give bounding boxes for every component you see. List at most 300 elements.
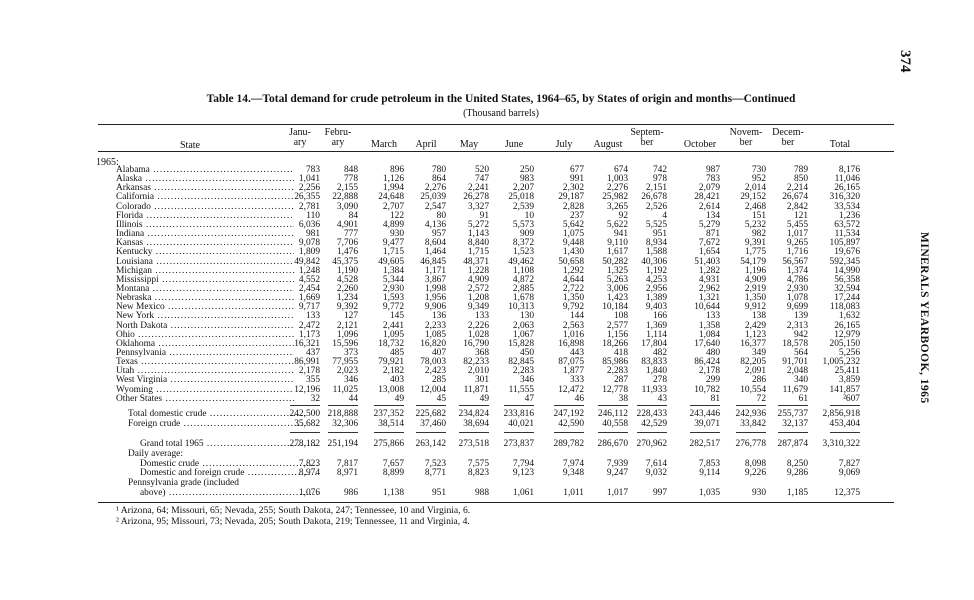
row-label: Alabama ..... (116, 165, 294, 175)
table-cell: 56,358 (834, 275, 860, 285)
table-cell: 25,982 (602, 192, 628, 202)
table-cell: 286 (751, 375, 766, 385)
table-cell: 29,187 (558, 192, 584, 202)
table-cell: 5,344 (382, 275, 404, 285)
table-cell: 1,016 (562, 330, 584, 340)
table-cell: 4,644 (562, 275, 584, 285)
table-cell: 5,256 (838, 348, 860, 358)
sum-rule (598, 405, 628, 406)
table-cell: 674 (613, 165, 628, 175)
row-label: Other States ..... (116, 394, 294, 404)
table-cell: 25,039 (420, 192, 446, 202)
table-cell: 8,934 (645, 238, 667, 248)
table-cell: 485 (389, 348, 404, 358)
table-cell: 340 (793, 375, 808, 385)
section-label-1965: 1965: (96, 157, 119, 168)
table-cell: 677 (569, 165, 584, 175)
table-cell: 8,604 (424, 238, 446, 248)
table-cell: 1,017 (786, 229, 808, 239)
table-cell: 9,792 (562, 302, 584, 312)
table-cell: 26,678 (641, 192, 667, 202)
table-cell: 5,622 (606, 220, 628, 230)
table-cell: 8,974 (298, 468, 320, 478)
table-cell: 1,192 (645, 266, 667, 276)
column-header-line: ber (781, 137, 795, 148)
table-cell: 4,136 (424, 220, 446, 230)
table-row (0, 375, 900, 385)
table-cell: 46,845 (420, 257, 446, 267)
table-cell: 12,375 (834, 488, 860, 498)
table-cell: 18,732 (378, 339, 404, 349)
table-cell: 2,010 (467, 366, 489, 376)
row-label: Michigan ..... (116, 266, 294, 276)
table-cell: 783 (305, 165, 320, 175)
table-cell: 33,842 (740, 419, 766, 429)
row-label: Mississippi ..... (116, 275, 294, 285)
table-cell: 7,823 (298, 459, 320, 469)
table-cell: 26,165 (834, 183, 860, 193)
table-cell: 5,272 (467, 220, 489, 230)
table-cell: 5,573 (512, 220, 534, 230)
row-label: Indiana ..... (116, 229, 294, 239)
table-cell: 8,250 (786, 459, 808, 469)
table-cell: 986 (343, 488, 358, 498)
row-label: Grand total 1965 ..... (140, 439, 318, 449)
table-cell: 482 (652, 348, 667, 358)
table-cell: 275,866 (373, 439, 404, 449)
table-cell: 9,114 (699, 468, 720, 478)
sum-rule (504, 432, 534, 433)
table-cell: 13,008 (378, 385, 404, 395)
table-cell: 2,151 (645, 183, 667, 193)
table-cell: 92 (618, 211, 628, 221)
table-cell: 2,526 (645, 202, 667, 212)
table-cell: 1,282 (698, 266, 720, 276)
column-header (676, 140, 724, 150)
column-header (490, 140, 538, 150)
table-cell: 1,358 (698, 321, 720, 331)
table-cell: 49,462 (508, 257, 534, 267)
table-cell: 7,827 (838, 459, 860, 469)
table-cell: 84 (348, 211, 358, 221)
table-cell: 243,446 (689, 409, 720, 419)
table-cell: 26,165 (834, 321, 860, 331)
table-cell: 9,069 (838, 468, 860, 478)
table-cell: 2,063 (512, 321, 534, 331)
table-cell: 133 (705, 311, 720, 321)
table-cell: 33,534 (834, 202, 860, 212)
table-cell: 747 (474, 174, 489, 184)
table-cell: 333 (569, 375, 584, 385)
table-cell: 909 (519, 229, 534, 239)
table-cell: 251,194 (327, 439, 358, 449)
table-cell: 11,871 (463, 385, 489, 395)
table-cell: 86,424 (694, 357, 720, 367)
column-header-line: Total (829, 139, 851, 150)
table-cell: 9,110 (607, 238, 628, 248)
table-cell: 299 (705, 375, 720, 385)
table-cell: 2,842 (786, 202, 808, 212)
table-cell: 789 (793, 165, 808, 175)
footnote-2: ² Arizona, 95; Missouri, 73; Nevada, 205; South Dakota, 219; Tennessee, 11 and Virginia, 4. (116, 516, 470, 527)
table-cell: 12,196 (294, 385, 320, 395)
table-cell: 7,523 (424, 459, 446, 469)
table-cell: 3,090 (336, 202, 358, 212)
table-cell: 951 (652, 229, 667, 239)
table-cell: 86,991 (294, 357, 320, 367)
table-cell: 2,828 (562, 202, 584, 212)
column-header-line: ber (739, 137, 753, 148)
table-cell: 40,558 (602, 419, 628, 429)
table-cell: 17,640 (694, 339, 720, 349)
table-cell: 4 (662, 211, 667, 221)
table-cell: 47 (524, 394, 534, 404)
sum-rule (504, 405, 534, 406)
table-cell: 82,845 (508, 357, 534, 367)
table-cell: 2,539 (512, 202, 534, 212)
table-cell: 2,048 (786, 366, 808, 376)
table-cell: 978 (652, 174, 667, 184)
table-cell: 1,715 (382, 247, 404, 257)
table-cell: 138 (751, 311, 766, 321)
table-cell: 780 (431, 165, 446, 175)
table-cell: 12,004 (420, 385, 446, 395)
table-cell: 1,523 (512, 247, 534, 257)
table-cell: 1,384 (382, 266, 404, 276)
table-cell: 77,955 (332, 357, 358, 367)
table-cell: 1,076 (298, 488, 320, 498)
table-cell: 56,567 (782, 257, 808, 267)
table-cell: 237 (569, 211, 584, 221)
table-cell: 2,930 (382, 284, 404, 294)
column-header-line: April (415, 139, 437, 150)
table-row (0, 394, 900, 404)
table-cell: 9,448 (562, 238, 584, 248)
table-cell: 2,079 (698, 183, 720, 193)
table-cell: 5,525 (645, 220, 667, 230)
table-cell: 1,715 (467, 247, 489, 257)
table-cell: 263,142 (415, 439, 446, 449)
table-cell: 166 (652, 311, 667, 321)
table-cell: 2,178 (298, 366, 320, 376)
table-cell: 1,476 (336, 247, 358, 257)
table-cell: 4,909 (744, 275, 766, 285)
table-cell: 273,837 (503, 439, 534, 449)
row-label: Foreign crude ..... (128, 419, 306, 429)
table-cell: 373 (343, 348, 358, 358)
table-cell: 24,648 (378, 192, 404, 202)
table-cell: 1,678 (512, 293, 534, 303)
table-cell: 5,263 (606, 275, 628, 285)
table-cell: 9,349 (467, 302, 489, 312)
column-header-line: May (459, 139, 479, 150)
column-header-line: ber (640, 137, 654, 148)
table-cell: 1,017 (606, 488, 628, 498)
sum-rule (598, 432, 628, 433)
table-cell: ²607 (843, 394, 860, 404)
table-cell: 778 (343, 174, 358, 184)
table-cell: 9,032 (645, 468, 667, 478)
column-header-line: March (370, 139, 398, 150)
table-cell: 255,737 (777, 409, 808, 419)
table-cell: 2,454 (298, 284, 320, 294)
table-cell: 2,276 (424, 183, 446, 193)
table-cell: 5,232 (744, 220, 766, 230)
table-cell: 2,256 (298, 183, 320, 193)
table-cell: 301 (474, 375, 489, 385)
table-bottom-rule (98, 502, 894, 503)
table-cell: 777 (343, 229, 358, 239)
row-label: West Virginia ..... (116, 375, 294, 385)
table-cell: 127 (343, 311, 358, 321)
table-cell: 2,441 (382, 321, 404, 331)
column-header-line: Septem- (630, 127, 664, 138)
table-cell: 1,078 (786, 293, 808, 303)
table-cell: 1,369 (645, 321, 667, 331)
column-header-line: October (683, 139, 717, 150)
table-cell: 11,534 (834, 229, 860, 239)
table-cell: 17,244 (834, 293, 860, 303)
table-cell: 50,658 (558, 257, 584, 267)
table-cell: 403 (389, 375, 404, 385)
table-cell: 9,348 (562, 468, 584, 478)
table-cell: 564 (793, 348, 808, 358)
table-cell: 29,152 (740, 192, 766, 202)
table-cell: 2,930 (786, 284, 808, 294)
sum-rule (328, 405, 358, 406)
table-cell: 82,205 (740, 357, 766, 367)
table-cell: 205,150 (829, 339, 860, 349)
pennsylvania-grade-row (0, 488, 900, 498)
table-cell: 2,563 (562, 321, 584, 331)
table-cell: 17,804 (641, 339, 667, 349)
table-cell: 7,794 (512, 459, 534, 469)
table-cell: 286,670 (597, 439, 628, 449)
table-cell: 3,310,322 (822, 439, 860, 449)
table-cell: 1,994 (382, 183, 404, 193)
table-cell: 1,228 (467, 266, 489, 276)
table-cell: 1,173 (298, 330, 320, 340)
table-cell: 346 (519, 375, 534, 385)
row-label: Colorado ..... (116, 202, 294, 212)
table-cell: 983 (519, 174, 534, 184)
table-cell: 83,833 (641, 357, 667, 367)
table-cell: 8,176 (838, 165, 860, 175)
table-cell: 78,003 (420, 357, 446, 367)
table-cell: 285 (431, 375, 446, 385)
table-cell: 407 (431, 348, 446, 358)
table-cell: 9,477 (382, 238, 404, 248)
table-cell: 981 (305, 229, 320, 239)
table-cell: 2,614 (698, 202, 720, 212)
table-cell: 1,041 (298, 174, 320, 184)
sum-rule (690, 432, 720, 433)
table-cell: 1,809 (298, 247, 320, 257)
table-cell: 9,392 (336, 302, 358, 312)
table-cell: 72 (756, 394, 766, 404)
table-cell: 4,872 (512, 275, 534, 285)
row-label: Florida ..... (116, 211, 294, 221)
table-cell: 1,096 (336, 330, 358, 340)
table-cell: 1,234 (336, 293, 358, 303)
row-label: New York ..... (116, 311, 294, 321)
table-cell: 7,817 (336, 459, 358, 469)
column-header-line: ary (293, 137, 307, 148)
table-cell: 850 (793, 174, 808, 184)
table-cell: 864 (431, 174, 446, 184)
table-cell: 273,518 (458, 439, 489, 449)
table-cell: 7,706 (336, 238, 358, 248)
table-cell: 2,241 (467, 183, 489, 193)
table-cell: 2,468 (744, 202, 766, 212)
table-cell: 11,025 (332, 385, 358, 395)
table-cell: 1,123 (744, 330, 766, 340)
table-cell: 941 (613, 229, 628, 239)
table-cell: 4,901 (336, 220, 358, 230)
table-cell: 42,529 (641, 419, 667, 429)
table-cell: 141,857 (829, 385, 860, 395)
table-cell: 5,279 (698, 220, 720, 230)
table-cell: 4,253 (645, 275, 667, 285)
table-cell: 1,654 (698, 247, 720, 257)
table-cell: 1,084 (698, 330, 720, 340)
table-cell: 22,888 (332, 192, 358, 202)
table-cell: 32,594 (834, 284, 860, 294)
table-cell: 730 (751, 165, 766, 175)
table-cell: 91,701 (782, 357, 808, 367)
table-cell: 287 (613, 375, 628, 385)
table-cell: 9,123 (512, 468, 534, 478)
table-cell: 2,313 (786, 321, 808, 331)
row-label: Domestic and foreign crude ..... (140, 468, 318, 478)
table-cell: 4,931 (698, 275, 720, 285)
daily-average-heading (0, 449, 900, 459)
table-cell: 453,404 (829, 419, 860, 429)
table-cell: 19,676 (834, 247, 860, 257)
table-cell: 9,247 (606, 468, 628, 478)
table-cell: 11,555 (508, 385, 534, 395)
table-cell: 592,345 (829, 257, 860, 267)
footnote-1: ¹ Arizona, 64; Missouri, 65; Nevada, 255; South Dakota, 247; Tennessee, 10 and Virginia, 6. (116, 505, 471, 516)
table-cell: 10,554 (740, 385, 766, 395)
table-cell: 1,003 (606, 174, 628, 184)
table-cell: 225,682 (415, 409, 446, 419)
table-cell: 46 (574, 394, 584, 404)
table-cell: 7,614 (645, 459, 667, 469)
table-cell: 450 (519, 348, 534, 358)
table-cell: 4,552 (298, 275, 320, 285)
table-cell: 85,986 (602, 357, 628, 367)
table-cell: 35,682 (294, 419, 320, 429)
table-cell: 122 (389, 211, 404, 221)
table-cell: 2,572 (467, 284, 489, 294)
column-header (360, 140, 408, 150)
row-label: Nebraska ..... (116, 293, 294, 303)
table-cell: 25,018 (508, 192, 534, 202)
row-label: Louisiana ..... (116, 257, 294, 267)
table-cell: 1,325 (606, 266, 628, 276)
table-cell: 9,226 (744, 468, 766, 478)
table-cell: 16,321 (294, 339, 320, 349)
column-header (540, 140, 588, 150)
column-header (402, 140, 450, 150)
table-cell: 2,856,918 (822, 409, 860, 419)
table-cell: 2,885 (512, 284, 534, 294)
table-cell: 45 (436, 394, 446, 404)
table-cell: 4,528 (336, 275, 358, 285)
table-cell: 49,605 (378, 257, 404, 267)
table-cell: 1,430 (562, 247, 584, 257)
table-cell: 11,679 (782, 385, 808, 395)
table-cell: 951 (431, 488, 446, 498)
row-label: above) ..... (140, 488, 318, 498)
table-cell: 61 (798, 394, 808, 404)
table-cell: 1,840 (645, 366, 667, 376)
table-cell: 2,956 (645, 284, 667, 294)
table-cell: 10,782 (694, 385, 720, 395)
table-cell: 1,350 (562, 293, 584, 303)
table-cell: 12,472 (558, 385, 584, 395)
table-cell: 289,782 (553, 439, 584, 449)
sum-rule (637, 432, 667, 433)
table-cell: 45,375 (332, 257, 358, 267)
row-label: California ..... (116, 192, 294, 202)
table-cell: 8,899 (382, 468, 404, 478)
grand-total-row (0, 439, 900, 449)
table-cell: 10,184 (602, 302, 628, 312)
row-label: Kentucky ..... (116, 247, 294, 257)
table-cell: 418 (613, 348, 628, 358)
table-cell: 12,778 (602, 385, 628, 395)
column-header-line: Febru- (324, 127, 352, 138)
table-cell: 2,276 (606, 183, 628, 193)
table-cell: 4,899 (382, 220, 404, 230)
table-cell: 49 (479, 394, 489, 404)
table-cell: 38 (618, 394, 628, 404)
sum-rule (830, 432, 860, 433)
table-cell: 1,593 (382, 293, 404, 303)
row-label: Texas ..... (116, 357, 294, 367)
row-label: Pennsylvania ..... (116, 348, 294, 358)
table-cell: 49,842 (294, 257, 320, 267)
table-cell: 2,233 (424, 321, 446, 331)
header-bottom-rule (98, 151, 894, 152)
table-cell: 14,990 (834, 266, 860, 276)
table-cell: 7,657 (382, 459, 404, 469)
table-cell: 1,248 (298, 266, 320, 276)
sum-rule (416, 405, 446, 406)
table-cell: 2,121 (336, 321, 358, 331)
table-cell: 15,828 (508, 339, 534, 349)
table-cell: 1,374 (786, 266, 808, 276)
table-cell: 8,971 (336, 468, 358, 478)
table-cell: 32,137 (782, 419, 808, 429)
table-cell: 3,265 (606, 202, 628, 212)
row-label: Wyoming ..... (116, 385, 294, 395)
table-cell: 26,278 (463, 192, 489, 202)
table-cell: 2,178 (698, 366, 720, 376)
table-cell: 287,874 (777, 439, 808, 449)
table-cell: 2,226 (467, 321, 489, 331)
table-cell: 2,302 (562, 183, 584, 193)
column-header-line: Janu- (289, 127, 311, 138)
table-cell: 930 (751, 488, 766, 498)
table-cell: 1,067 (512, 330, 534, 340)
sum-rule (830, 405, 860, 406)
sum-rule (778, 432, 808, 433)
table-cell: 349 (751, 348, 766, 358)
table-cell: 2,155 (336, 183, 358, 193)
